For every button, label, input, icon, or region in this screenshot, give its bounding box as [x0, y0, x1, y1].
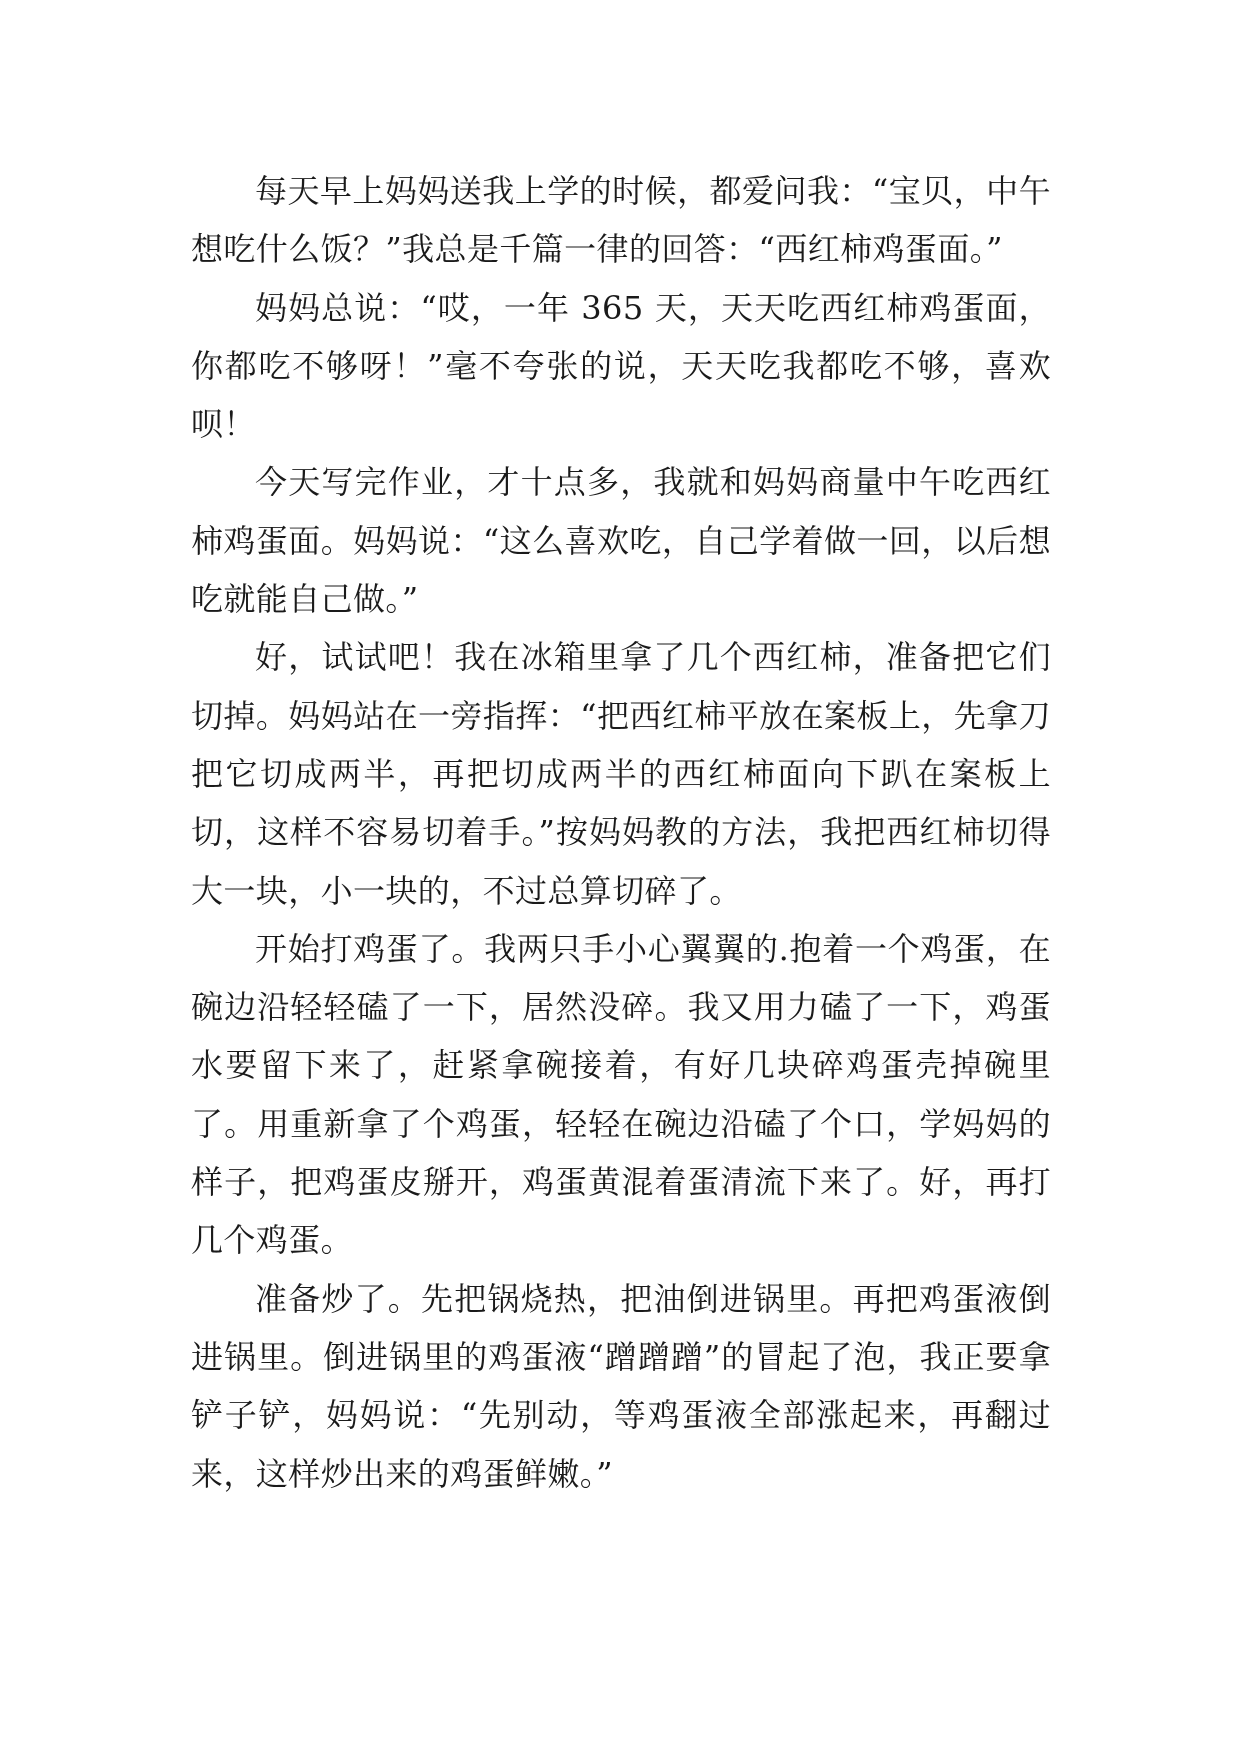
essay-body	[191, 162, 1051, 1503]
paragraph-6: 准备炒了。先把锅烧热，把油倒进锅里。再把鸡蛋液倒进锅里。倒进锅里的鸡蛋液“蹭蹭蹭”的冒起了泡，我正要拿铲子铲，妈妈说：“先别动，等鸡蛋液全部涨起来，再翻过来，这样炒出来的鸡蛋鲜嫩。”	[191, 1279, 1051, 1493]
paragraph-1: 每天早上妈妈送我上学的时候，都爱问我：“宝贝，中午想吃什么饭？”我总是千篇一律的回答：“西红柿鸡蛋面。”	[191, 172, 1051, 269]
paragraph-4: 好，试试吧！我在冰箱里拿了几个西红柿，准备把它们切掉。妈妈站在一旁指挥：“把西红柿平放在案板上，先拿刀把它切成两半，再把切成两半的西红柿面向下趴在案板上切，这样不容易切着手。”按妈妈教的方法，我把西红柿切得大一块，小一块的，不过总算切碎了。	[191, 638, 1051, 910]
paragraph-2: 妈妈总说：“哎，一年 365 天，天天吃西红柿鸡蛋面，你都吃不够呀！”毫不夸张的说，天天吃我都吃不够，喜欢呗！	[191, 288, 1051, 444]
paragraph-3: 今天写完作业，才十点多，我就和妈妈商量中午吃西红柿鸡蛋面。妈妈说：“这么喜欢吃，自己学着做一回，以后想吃就能自己做。”	[191, 463, 1051, 619]
paragraph-5: 开始打鸡蛋了。我两只手小心翼翼的.抱着一个鸡蛋，在碗边沿轻轻磕了一下，居然没碎。我又用力磕了一下，鸡蛋水要留下来了，赶紧拿碗接着，有好几块碎鸡蛋壳掉碗里了。用重新拿了个鸡蛋，轻轻在碗边沿磕了个口，学妈妈的样子，把鸡蛋皮掰开，鸡蛋黄混着蛋清流下来了。好，再打几个鸡蛋。	[191, 929, 1051, 1260]
